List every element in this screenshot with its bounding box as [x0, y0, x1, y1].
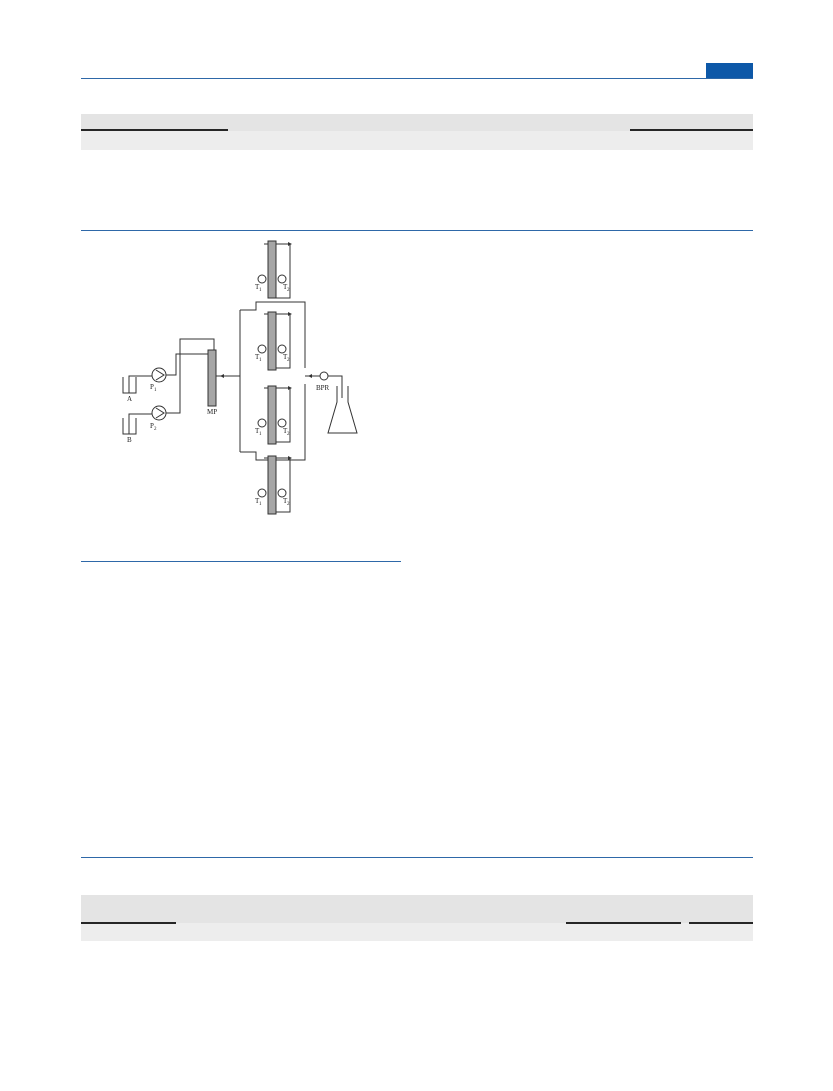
label-pump-2-sub: 2	[154, 427, 157, 432]
figure-caption-rule	[81, 561, 401, 562]
label-t1-sub: 1	[259, 358, 262, 363]
label-t2: T	[283, 427, 288, 435]
lower-table-rule-left	[81, 922, 176, 924]
section-rule-bottom	[81, 857, 753, 858]
reactor-column-4	[268, 456, 276, 514]
label-mixer: MP	[207, 408, 218, 416]
table-rule-right	[630, 129, 753, 131]
table-rule-left	[81, 129, 228, 131]
sensor-t2-icon	[278, 275, 286, 283]
label-pump-2: P	[150, 422, 154, 430]
label-pump-1: P	[150, 383, 154, 391]
lower-table-header-band	[81, 895, 753, 923]
label-reservoir-a: A	[127, 395, 133, 403]
table-row-band	[81, 131, 753, 150]
sensor-t2-icon	[278, 419, 286, 427]
lower-table-row-band	[81, 923, 753, 941]
lower-table-rule-mid	[566, 922, 681, 924]
reactor-column-2	[268, 312, 276, 370]
section-rule-top	[81, 230, 753, 231]
sensor-t1-icon	[258, 489, 266, 497]
lower-table-rule-right	[689, 922, 753, 924]
label-bpr: BPR	[316, 384, 330, 392]
label-t2: T	[283, 353, 288, 361]
label-reservoir-b: B	[127, 436, 132, 444]
label-t1-sub: 1	[259, 432, 262, 437]
sensor-t1-icon	[258, 419, 266, 427]
label-t1: T	[255, 497, 260, 505]
sensor-t1-icon	[258, 275, 266, 283]
label-pump-1-sub: 1	[154, 388, 157, 393]
label-t2: T	[283, 283, 288, 291]
label-t2-sub: 2	[287, 358, 290, 363]
label-t2-sub: 2	[287, 432, 290, 437]
label-t1-sub: 1	[259, 502, 262, 507]
label-t1: T	[255, 427, 260, 435]
header-rule	[81, 78, 753, 79]
flow-reactor-diagram	[110, 236, 380, 520]
label-t2-sub: 2	[287, 502, 290, 507]
sensor-t1-icon	[258, 345, 266, 353]
page-number-tab	[706, 63, 753, 78]
label-t2-sub: 2	[287, 288, 290, 293]
sensor-t2-icon	[278, 489, 286, 497]
label-t2: T	[283, 497, 288, 505]
label-t1-sub: 1	[259, 288, 262, 293]
reactor-column-1	[268, 241, 276, 298]
label-t1: T	[255, 283, 260, 291]
bpr-icon	[320, 372, 328, 380]
reactor-column-3	[268, 386, 276, 444]
mixer-column	[208, 350, 216, 406]
sensor-t2-icon	[278, 345, 286, 353]
label-t1: T	[255, 353, 260, 361]
